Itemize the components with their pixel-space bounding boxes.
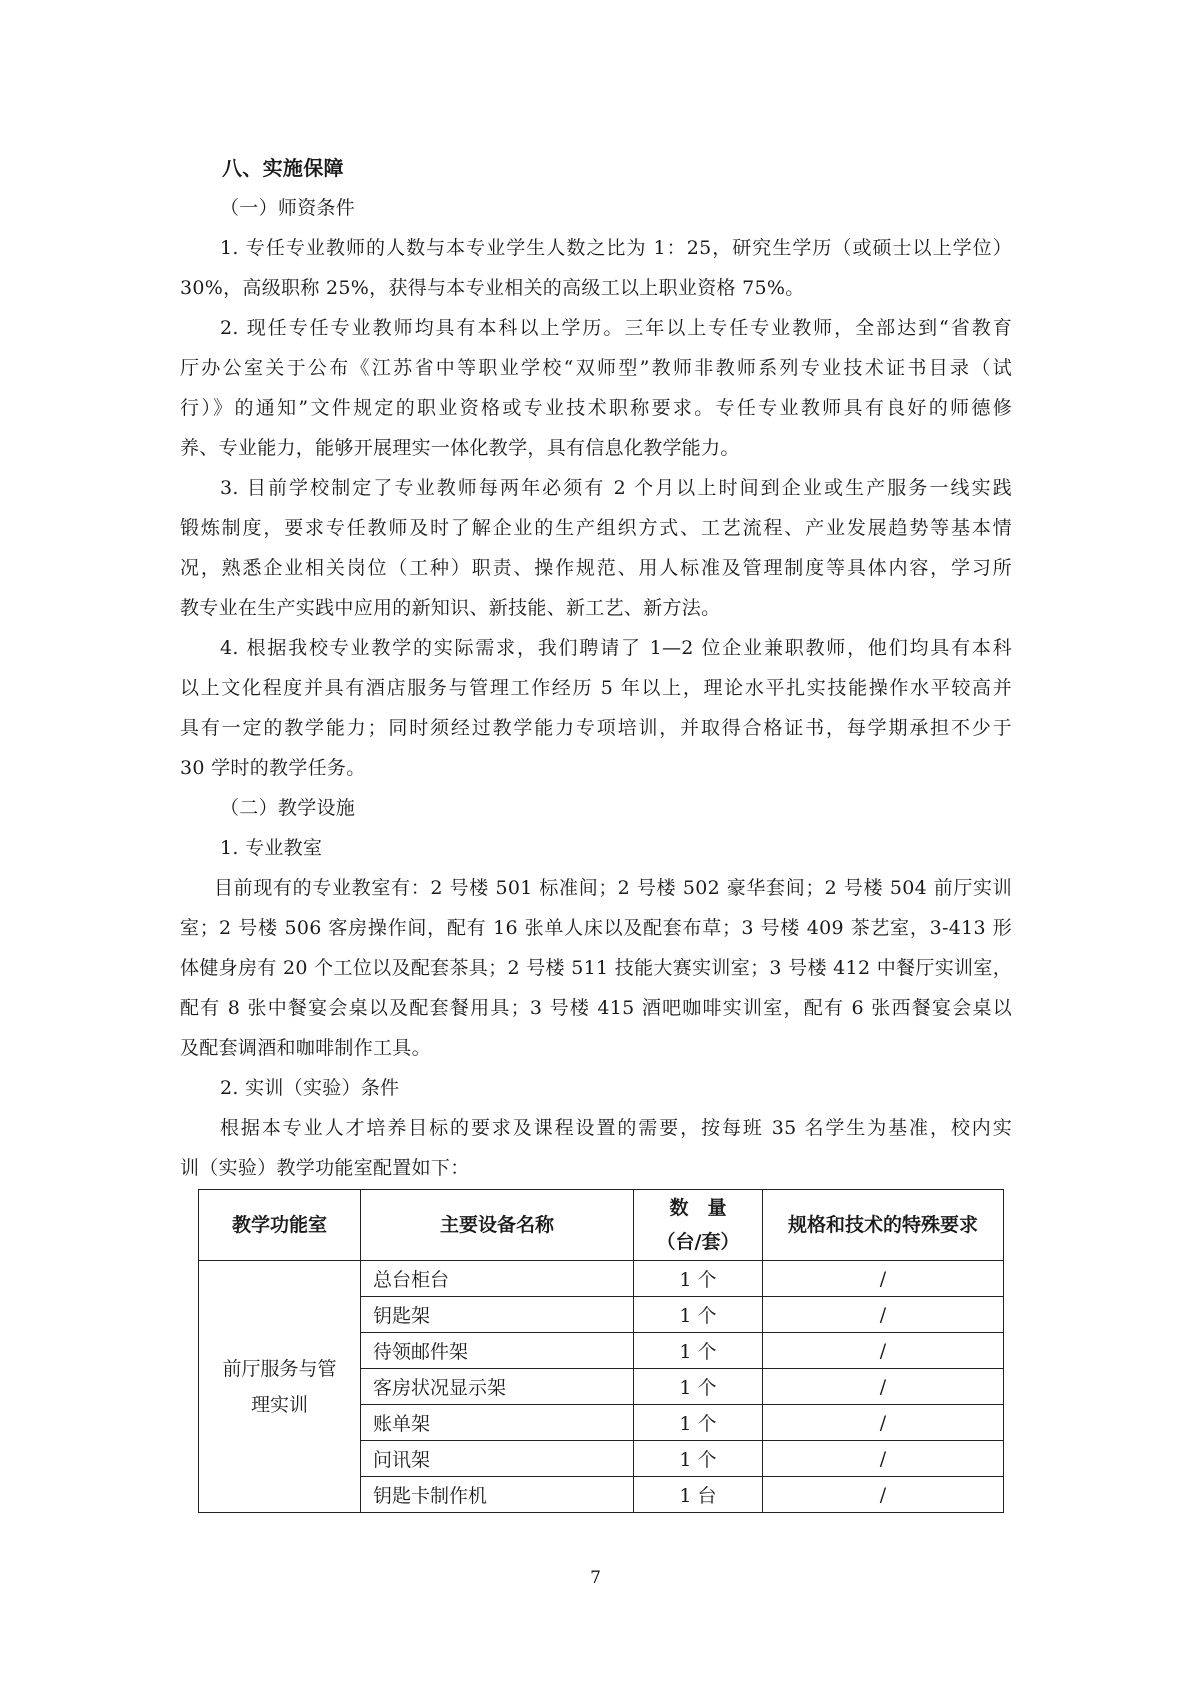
- table-row: [199, 1261, 1004, 1297]
- header-quantity-line2: （台/套）: [656, 1231, 740, 1253]
- equipment-qty: 1 台: [634, 1477, 763, 1513]
- paragraph-line: 30%，高级职称 25%，获得与本专业相关的高级工以上职业资格 75%。: [180, 277, 805, 299]
- paragraph-line: 养、专业能力，能够开展理实一体化教学，具有信息化教学能力。: [180, 437, 740, 459]
- room-line1: 前厅服务与管: [222, 1357, 337, 1380]
- room-line2: 理实训: [250, 1393, 308, 1416]
- paragraph-line: 4. 根据我校专业教学的实际需求，我们聘请了 1—2 位企业兼职教师，他们均具有本科: [220, 637, 1012, 659]
- paragraph-line: 锻炼制度，要求专任教师及时了解企业的生产组织方式、工艺流程、产业发展趋势等基本情: [180, 517, 1012, 539]
- sub-title-classrooms: 1. 专业教室: [220, 837, 323, 859]
- equipment-qty: 1 个: [634, 1297, 763, 1333]
- paragraph-line: 30 学时的教学任务。: [180, 757, 366, 779]
- equipment-name: 问讯架: [361, 1441, 634, 1477]
- page-number: 7: [590, 1568, 601, 1588]
- equipment-req: /: [763, 1297, 1004, 1333]
- paragraph-line: 具有一定的教学能力；同时须经过教学能力专项培训，并取得合格证书，每学期承担不少于: [180, 717, 1012, 739]
- header-quantity-line1: 数 量: [669, 1197, 727, 1219]
- paragraph-line: 1. 专任专业教师的人数与本专业学生人数之比为 1：25，研究生学历（或硕士以上学位）: [220, 237, 1012, 259]
- equipment-qty: 1 个: [634, 1405, 763, 1441]
- equipment-req: /: [763, 1369, 1004, 1405]
- paragraph-line: 体健身房有 20 个工位以及配套茶具；2 号楼 511 技能大赛实训室；3 号楼 412 中餐厅实训室，: [180, 957, 1012, 979]
- equipment-qty: 1 个: [634, 1333, 763, 1369]
- subsection-title-facilities: （二）教学设施: [220, 797, 356, 819]
- equipment-qty: 1 个: [634, 1261, 763, 1297]
- paragraph-line: 3. 目前学校制定了专业教师每两年必须有 2 个月以上时间到企业或生产服务一线实践: [220, 477, 1012, 499]
- paragraph-line: 教专业在生产实践中应用的新知识、新技能、新工艺、新方法。: [180, 597, 721, 619]
- room-cell: [199, 1261, 361, 1513]
- table-header-row: [199, 1190, 1004, 1261]
- equipment-name: 钥匙架: [361, 1297, 634, 1333]
- header-quantity: [634, 1190, 763, 1261]
- paragraph-line: 训（实验）教学功能室配置如下：: [180, 1157, 470, 1179]
- paragraph-line: 目前现有的专业教室有：2 号楼 501 标准间；2 号楼 502 豪华套间；2 号楼 504 前厅实训: [214, 877, 1012, 899]
- equipment-name: 总台柜台: [361, 1261, 634, 1297]
- equipment-name: 待领邮件架: [361, 1333, 634, 1369]
- paragraph-line: 厅办公室关于公布《江苏省中等职业学校“双师型”教师非教师系列专业技术证书目录（试: [180, 357, 1012, 379]
- document-body: [180, 148, 1012, 1188]
- header-requirements: 规格和技术的特殊要求: [763, 1190, 1004, 1261]
- equipment-req: /: [763, 1261, 1004, 1297]
- equipment-qty: 1 个: [634, 1369, 763, 1405]
- equipment-req: /: [763, 1405, 1004, 1441]
- paragraph-line: 2. 现任专任专业教师均具有本科以上学历。三年以上专任专业教师，全部达到“省教育: [220, 317, 1012, 339]
- paragraph-line: 行）》的通知”文件规定的职业资格或专业技术职称要求。专任专业教师具有良好的师德修: [180, 397, 1012, 419]
- equipment-req: /: [763, 1441, 1004, 1477]
- paragraph-line: 配有 8 张中餐宴会桌以及配套餐用具；3 号楼 415 酒吧咖啡实训室，配有 6 张西餐宴会桌以: [180, 997, 1012, 1019]
- paragraph-line: 及配套调酒和咖啡制作工具。: [180, 1037, 431, 1059]
- paragraph-line: 以上文化程度并具有酒店服务与管理工作经历 5 年以上，理论水平扎实技能操作水平较高并: [180, 677, 1012, 699]
- equipment-name: 账单架: [361, 1405, 634, 1441]
- subsection-title-faculty: （一）师资条件: [220, 197, 356, 219]
- header-equipment: 主要设备名称: [361, 1190, 634, 1261]
- equipment-name: 客房状况显示架: [361, 1369, 634, 1405]
- paragraph-line: 根据本专业人才培养目标的要求及课程设置的需要，按每班 35 名学生为基准，校内实: [220, 1117, 1012, 1139]
- equipment-table: [198, 1189, 1004, 1513]
- header-room: 教学功能室: [199, 1190, 361, 1261]
- section-heading: 八、实施保障: [222, 156, 344, 180]
- equipment-req: /: [763, 1333, 1004, 1369]
- paragraph-line: 况，熟悉企业相关岗位（工种）职责、操作规范、用人标准及管理制度等具体内容，学习所: [180, 557, 1012, 579]
- equipment-qty: 1 个: [634, 1441, 763, 1477]
- paragraph-line: 室；2 号楼 506 客房操作间，配有 16 张单人床以及配套布草；3 号楼 409 茶艺室，3-413 形: [180, 917, 1012, 939]
- sub-title-training: 2. 实训（实验）条件: [220, 1077, 400, 1099]
- equipment-req: /: [763, 1477, 1004, 1513]
- equipment-name: 钥匙卡制作机: [361, 1477, 634, 1513]
